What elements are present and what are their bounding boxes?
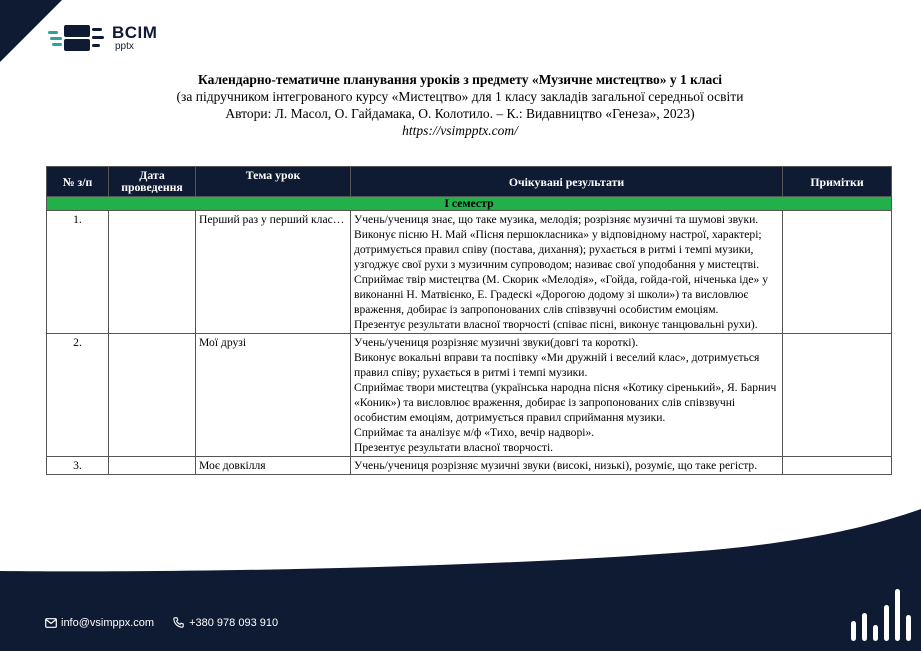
planning-table (46, 166, 892, 475)
header-date: Дата проведення (109, 167, 196, 197)
logo-icon (48, 25, 106, 51)
row-number: 1. (47, 211, 109, 334)
row-topic: Моє довкілля (196, 457, 351, 475)
result-line: Учень/учениця розрізняє музичні звуки(довгі та короткі). (354, 336, 639, 349)
document-subtitle: (за підручником інтегрованого курсу «Мистецтво» для 1 класу закладів загальної середньої освіти (176, 89, 744, 104)
document-title: Календарно-тематичне планування уроків з предмету «Музичне мистецтво» у 1 класі (197, 72, 723, 87)
header-notes: Примітки (783, 167, 892, 197)
phone-icon (172, 616, 185, 629)
table-row (47, 211, 892, 334)
document-header (60, 71, 860, 139)
footer-wave-decoration (0, 509, 921, 599)
row-topic: Мої друзі (196, 334, 351, 457)
result-line: Сприймає та аналізує м/ф «Тихо, вечір надворі». (354, 426, 595, 439)
table-row (47, 334, 892, 457)
result-line: Презентує результати власної творчості. (354, 441, 554, 454)
row-notes (783, 211, 892, 334)
row-date (109, 457, 196, 475)
row-number: 3. (47, 457, 109, 475)
header-number: № з/п (47, 167, 109, 197)
envelope-icon (44, 616, 57, 629)
row-notes (783, 457, 892, 475)
row-topic: Перший раз у перший клас… (196, 211, 351, 334)
website-link[interactable]: https://vsimpptx.com/ (402, 123, 518, 138)
row-results (351, 457, 783, 475)
logo (48, 24, 157, 52)
result-line: Презентує результати власної творчості (співає пісні, виконує танцювальні рухи). (354, 318, 758, 331)
result-line: Учень/учениця знає, що таке музика, мелодія; розрізняє музичні та шумові звуки. (354, 213, 759, 226)
row-date (109, 211, 196, 334)
footer-email[interactable]: info@vsimppx.com (61, 616, 155, 629)
header-results: Очікувані результати (351, 167, 783, 197)
bars-decoration-icon (845, 585, 915, 645)
result-line: Сприймає твір мистецтва (М. Скорик «Мелодія», «Гойда, гойда-гой, ніченька іде» у виконанні Н. Матвієнко, Е. Градескі «Дорогою додому зі школи») та висловлює враження, добирає із запропонованих слів співзвучні особистим емоціям. (354, 273, 768, 316)
result-line: Виконує вокальні вправи та поспівку «Ми дружній і веселий клас», дотримується правил співу; рухається в ритмі і темпі музики. (354, 351, 760, 379)
document-authors: Автори: Л. Масол, О. Гайдамака, О. Колотило. – К.: Видавництво «Генеза», 2023) (225, 106, 695, 121)
result-line: Сприймає твори мистецтва (українська народна пісня «Котику сіренький», Я. Барнич «Коник») та висловлює враження, добирає із запропонованих слів співзвучні особистим емоціям, дотримується правил сприймання музики. (354, 381, 777, 424)
row-number: 2. (47, 334, 109, 457)
logo-text: BCIM (112, 23, 158, 42)
logo-subtext: pptx (115, 41, 134, 52)
header-topic: Тема урок (196, 167, 351, 197)
footer-contacts (44, 616, 278, 629)
row-notes (783, 334, 892, 457)
result-line: Учень/учениця розрізняє музичні звуки (високі, низькі), розуміє, що таке регістр. (354, 459, 758, 472)
semester-row (47, 197, 892, 211)
table-header-row (47, 167, 892, 197)
footer-phone[interactable]: +380 978 093 910 (189, 616, 279, 629)
row-results (351, 211, 783, 334)
result-line: Виконує пісню Н. Май «Пісня першокласника» у відповідному настрої, характері; дотримується правил співу (постава, дихання); рухається в ритмі і темпі музики, узгоджує свої рухи з музичним супроводом; називає свої уподобання у мистецтві. (354, 228, 762, 271)
table-row (47, 457, 892, 475)
semester-label: I семестр (47, 197, 892, 211)
row-date (109, 334, 196, 457)
row-results (351, 334, 783, 457)
